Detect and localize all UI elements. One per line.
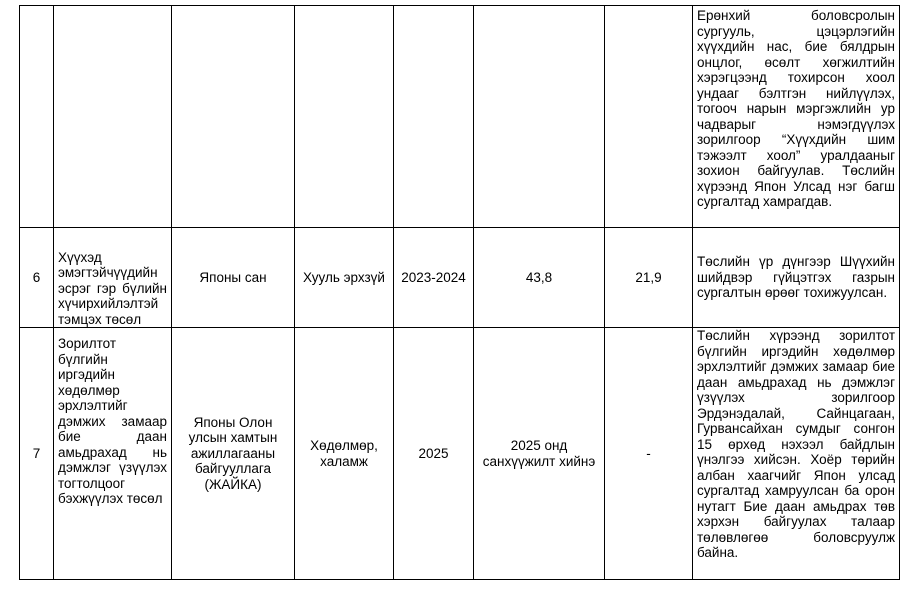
- period: 2025: [394, 328, 474, 580]
- table-row: [20, 228, 900, 328]
- spent-amount: 21,9: [605, 228, 693, 328]
- period: 2023-2024: [394, 228, 474, 328]
- total-amount: [474, 6, 605, 228]
- total-amount: 43,8: [474, 228, 605, 328]
- funder: [172, 6, 295, 228]
- funder: Японы Олон улсын хамтын ажиллагааны байгууллага (ЖАЙКА): [172, 328, 295, 580]
- spent-amount: -: [605, 328, 693, 580]
- row-number: 7: [20, 328, 54, 580]
- project-result: Төслийн үр дүнгээр Шүүхийн шийдвэр гүйцэтгэх газрын сургалтын өрөөг тохижуулсан.: [693, 228, 900, 328]
- row-number: 6: [20, 228, 54, 328]
- row-number: [20, 6, 54, 228]
- table-row: [20, 6, 900, 228]
- period: [394, 6, 474, 228]
- project-result: Ерөнхий боловсролын сургууль, цэцэрлэгийн хүүхдийн нас, бие бялдрын онцлог, өсөлт хөгжилтийн хэрэгцээнд тохирсон хоол ундааг бэлтгэн нийлүүлэх, тогооч нарын мэргэжлийн ур чадварыг нэмэгдүүлэх зорилгоор “Хүүхдийн шим тэжээлт хоол” уралдааныг зохион байгуулав. Төслийн хүрээнд Япон Улсад нэг багш сургалтад хамрагдав.: [693, 6, 900, 228]
- sector: [295, 6, 394, 228]
- project-name: Зорилтот бүлгийн иргэдийн хөдөлмөр эрхлэлтийг дэмжих замаар бие даан амьдрахад нь дэмжлэг үзүүлэх тогтолцоог бэхжүүлэх төсөл: [54, 328, 172, 580]
- sector: Хууль эрхзүй: [295, 228, 394, 328]
- project-name: [54, 6, 172, 228]
- project-name: Хүүхэд эмэгтэйчүүдийн эсрэг гэр бүлийн хүчирхийлэлтэй тэмцэх төсөл: [54, 228, 172, 328]
- total-amount: 2025 онд санхүүжилт хийнэ: [474, 328, 605, 580]
- spent-amount: [605, 6, 693, 228]
- sector: Хөдөлмөр, халамж: [295, 328, 394, 580]
- project-result: Төслийн хүрээнд зорилтот бүлгийн иргэдийн хөдөлмөр эрхлэлтийг дэмжих замаар бие даан амьдрахад нь дэмжлэг үзүүлэх зорилгоор Эрдэнэдалай, Сайнцагаан, Гурвансайхан сумдыг сонгон 15 өрхөд нэхээл байдлын үнэлгээ хийсэн. Хоёр төрийн албан хаагчийг Япон улсад сургалтад хамруулсан ба орон нутагт Бие даан амьдрах төв хэрхэн байгуулах талаар төлөвлөгөө боловсруулж байна.: [693, 328, 900, 580]
- project-table: [19, 5, 900, 580]
- table-row: [20, 328, 900, 580]
- funder: Японы сан: [172, 228, 295, 328]
